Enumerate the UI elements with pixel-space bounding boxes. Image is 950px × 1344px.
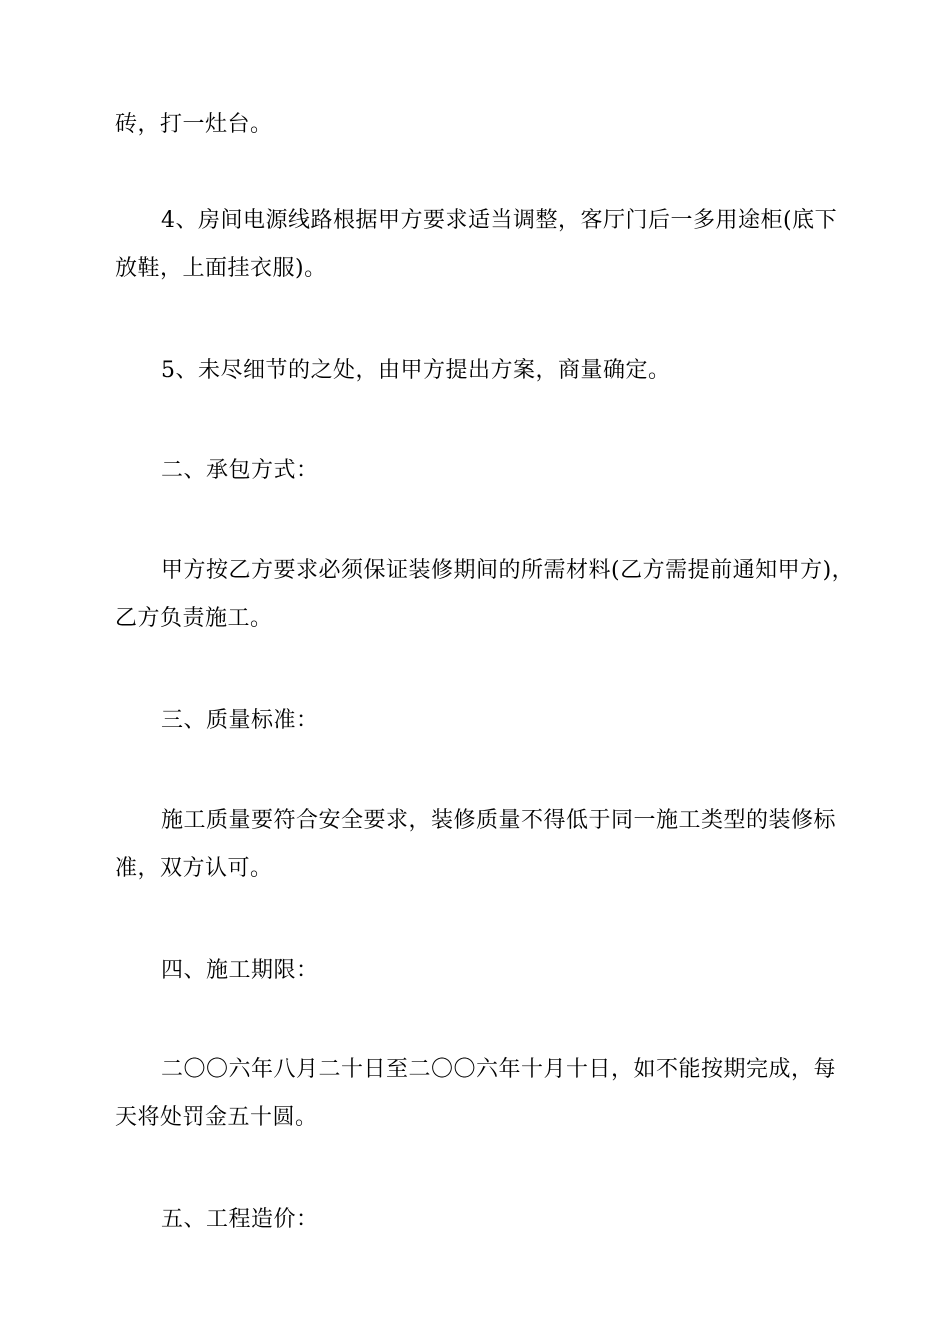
paragraph-item-5 — [115, 347, 840, 395]
paragraph-line: 4、房间电源线路根据甲方要求适当调整，客厅门后一多用途柜(底下 — [161, 208, 838, 233]
paragraph-line: 放鞋，上面挂衣服)。 — [115, 256, 327, 281]
paragraph-continuation — [115, 101, 840, 149]
paragraph-line: 乙方负责施工。 — [115, 606, 273, 631]
section-heading-project-cost — [115, 1196, 840, 1244]
heading-text: 四、施工期限： — [161, 958, 319, 983]
heading-text: 五、工程造价： — [161, 1207, 319, 1232]
paragraph-line: 天将处罚金五十圆。 — [115, 1105, 318, 1130]
paragraph-line: 砖，打一灶台。 — [115, 112, 273, 137]
paragraph-quality-standard — [115, 797, 840, 893]
paragraph-line: 施工质量要符合安全要求，装修质量不得低于同一施工类型的装修标 — [161, 808, 837, 833]
paragraph-construction-period — [115, 1046, 840, 1142]
paragraph-line: 二〇〇六年八月二十日至二〇〇六年十月十日，如不能按期完成，每 — [161, 1057, 837, 1082]
paragraph-line: 甲方按乙方要求必须保证装修期间的所需材料(乙方需提前通知甲方)， — [161, 558, 855, 583]
paragraph-line: 准，双方认可。 — [115, 856, 273, 881]
section-heading-quality-standard — [115, 697, 840, 745]
heading-text: 三、质量标准： — [161, 708, 319, 733]
paragraph-line: 5、未尽细节的之处，由甲方提出方案，商量确定。 — [161, 358, 671, 383]
paragraph-contract-method — [115, 547, 855, 643]
heading-text: 二、承包方式： — [161, 458, 319, 483]
section-heading-construction-period — [115, 947, 840, 995]
section-heading-contract-method — [115, 447, 840, 495]
paragraph-item-4 — [115, 197, 840, 293]
